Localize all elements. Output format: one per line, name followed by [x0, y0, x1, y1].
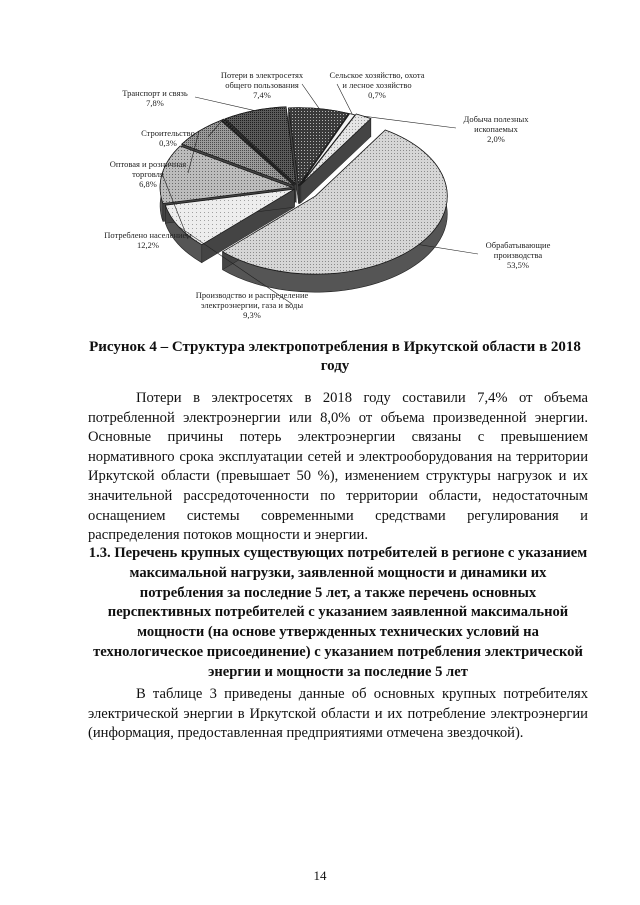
pie-label-6: Потери в электросетях общего пользования 7,4%	[220, 70, 304, 100]
pie-label-2: Потреблено населением 12,2%	[104, 230, 192, 250]
page-number: 14	[313, 868, 327, 883]
pie-leader-5	[195, 97, 254, 111]
pie-label-0: Обрабатывающие производства 53,5%	[485, 240, 551, 270]
pie-label-4: Строительство 0,3%	[141, 128, 195, 148]
pie-label-5: Транспорт и связь 7,8%	[122, 88, 188, 108]
paragraph-text: В таблице 3 приведены данные об основных крупных потребителях электрической энергии в Иркутской области и их потребление электроэнергии (информация, предоставленная предприятиями отмечена звездочкой).	[88, 686, 588, 742]
pie-label-8: Добыча полезных ископаемых 2,0%	[463, 114, 529, 144]
figure-caption: Рисунок 4 – Структура электропотребления в Иркутской области в 2018 году	[89, 339, 581, 374]
pie-leader-6	[302, 84, 319, 109]
pie-leader-8	[364, 116, 456, 128]
paragraph-losses	[88, 389, 588, 546]
pie-label-3: Оптовая и розничная торговля 6,8%	[109, 159, 187, 189]
paragraph-table-intro	[88, 685, 588, 744]
section-heading: 1.3. Перечень крупных существующих потребителей в регионе с указанием максимальной нагрузки, заявленной мощности и динамики их потребления за последние 5 лет, а также перечень основных перспективных потребителей с указанием заявленной максимальной мощности (на основе утвержденных технических условий на технологическое присоединение) с указанием потребления электрической энергии и мощности за последние 5 лет	[88, 545, 588, 680]
pie-label-1: Производство и распределение электроэнергии, газа и воды 9,3%	[195, 290, 309, 320]
pie-chart	[100, 60, 551, 330]
paragraph-text: Потери в электросетях в 2018 году составили 7,4% от объема потребленной электроэнергии или 8,0% от объема произведенной энергии. Основные причины потерь электроэнергии связаны с превышением нормативного срока эксплуатации сетей и электрооборудования на территории Иркутской области (превышает 50 %), изменением структуры нагрузок и их значительной рассредоточенности по территории области, недостаточным оснащением системы современными средствами регулирования и распределения потоков мощности и энергии.	[88, 390, 588, 544]
pie-label-7: Сельское хозяйство, охота и лесное хозяйство 0,7%	[329, 70, 425, 100]
